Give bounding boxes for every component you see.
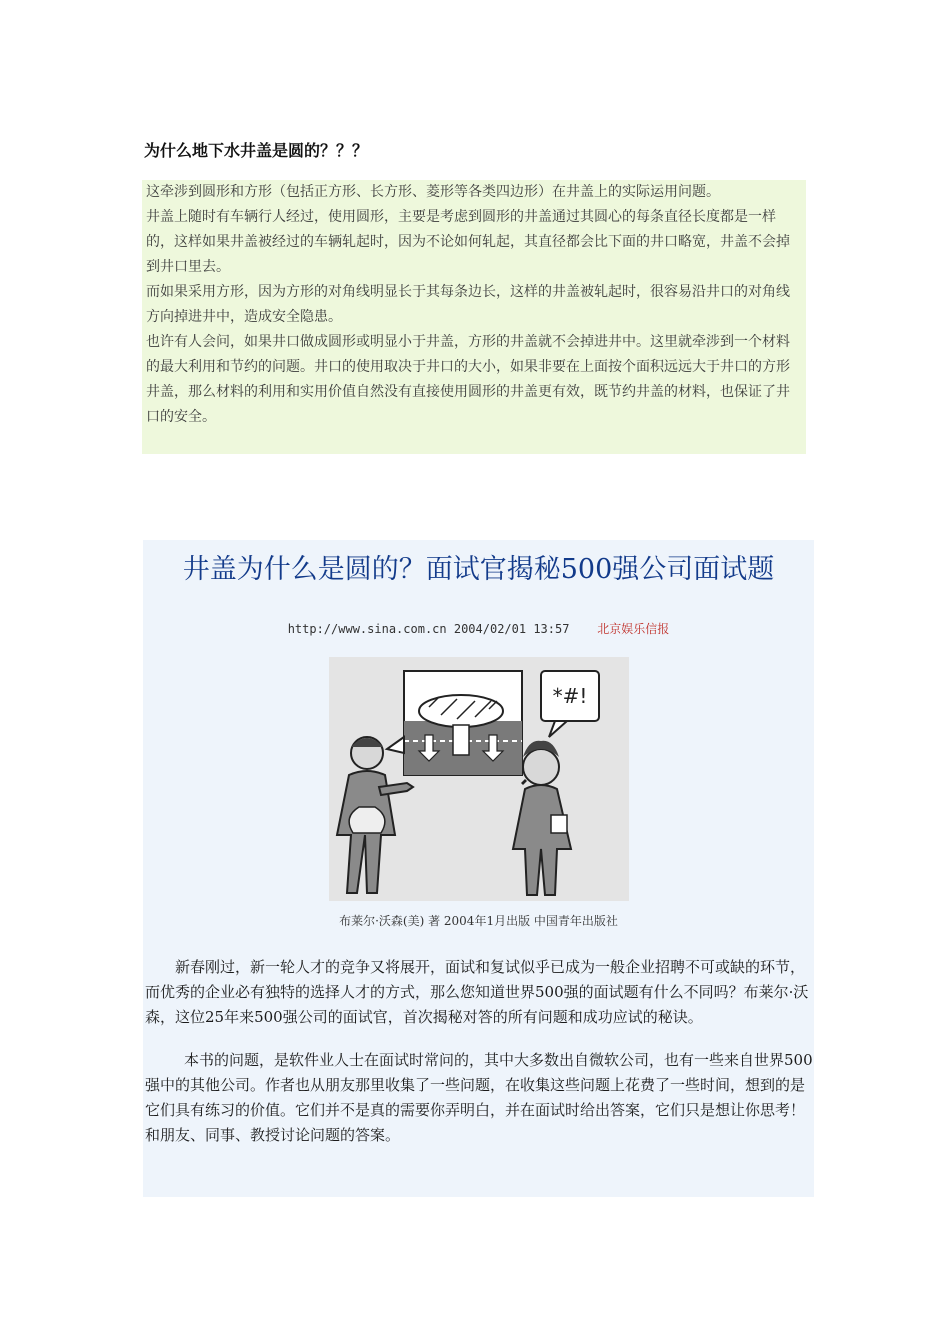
answer-paragraph-1: 这牵涉到圆形和方形（包括正方形、长方形、菱形等各类四边形）在井盖上的实际运用问题。 — [146, 184, 720, 200]
source-url-date[interactable]: http://www.sina.com.cn 2004/02/01 13:57 — [287, 622, 570, 636]
answer-paragraph-2: 井盖上随时有车辆行人经过，使用圆形，主要是考虑到圆形的井盖通过其圆心的每条直径长度都是一样的，这样如果井盖被经过的车辆轧起时，因为不论如何轧起，其直径都会比下面的井口略宽，井盖不会掉到井口里去。 — [146, 209, 790, 275]
interview-cartoon-illustration — [329, 657, 629, 901]
answer-paragraph-4: 也许有人会问，如果井口做成圆形或明显小于井盖，方形的井盖就不会掉进井中。这里就牵涉到一个材料的最大利用和节约的问题。井口的使用取决于井口的大小，如果非要在上面按个面积远远大于井口的方形井盖，那么材料的利用和实用价值自然没有直接使用圆形的井盖更有效，既节约井盖的材料，也保证了井口的安全。 — [146, 334, 790, 425]
news-article — [143, 540, 814, 1197]
illustration-caption: 布莱尔·沃森(美) 著 2004年1月出版 中国青年出版社 — [339, 914, 618, 928]
answer-paragraph-3: 而如果采用方形，因为方形的对角线明显长于其每条边长，这样的井盖被轧起时，很容易沿井口的对角线方向掉进井中，造成安全隐患。 — [146, 284, 790, 325]
source-outlet-link[interactable]: 北京娱乐信报 — [597, 622, 670, 636]
article-body — [145, 955, 813, 1166]
article-paragraph-1: 新春刚过，新一轮人才的竞争又将展开，面试和复试似乎已成为一般企业招聘不可或缺的环节，而优秀的企业必有独特的选择人才的方式，那么您知道世界500强的面试题有什么不同吗？布莱尔·沃森，这位25年来500强公司的面试官，首次揭秘对答的所有问题和成功应试的秘诀。 — [145, 958, 809, 1026]
article-paragraph-2: 本书的问题，是软件业人士在面试时常问的，其中大多数出自微软公司，也有一些来自世界500强中的其他公司。作者也从朋友那里收集了一些问题，在收集这些问题上花费了一些时间，想到的是它们具有练习的价值。它们并不是真的需要你弄明白，并在面试时给出答案，它们只是想让你思考！和朋友、同事、教授讨论问题的答案。 — [145, 1051, 813, 1144]
article-source — [143, 620, 814, 637]
question-title: 为什么地下水井盖是圆的？？？ — [144, 141, 369, 160]
article-headline: 井盖为什么是圆的？面试官揭秘500强公司面试题 — [182, 554, 775, 585]
speech-bubble-text: *#! — [552, 684, 588, 708]
answer-box — [142, 180, 806, 454]
